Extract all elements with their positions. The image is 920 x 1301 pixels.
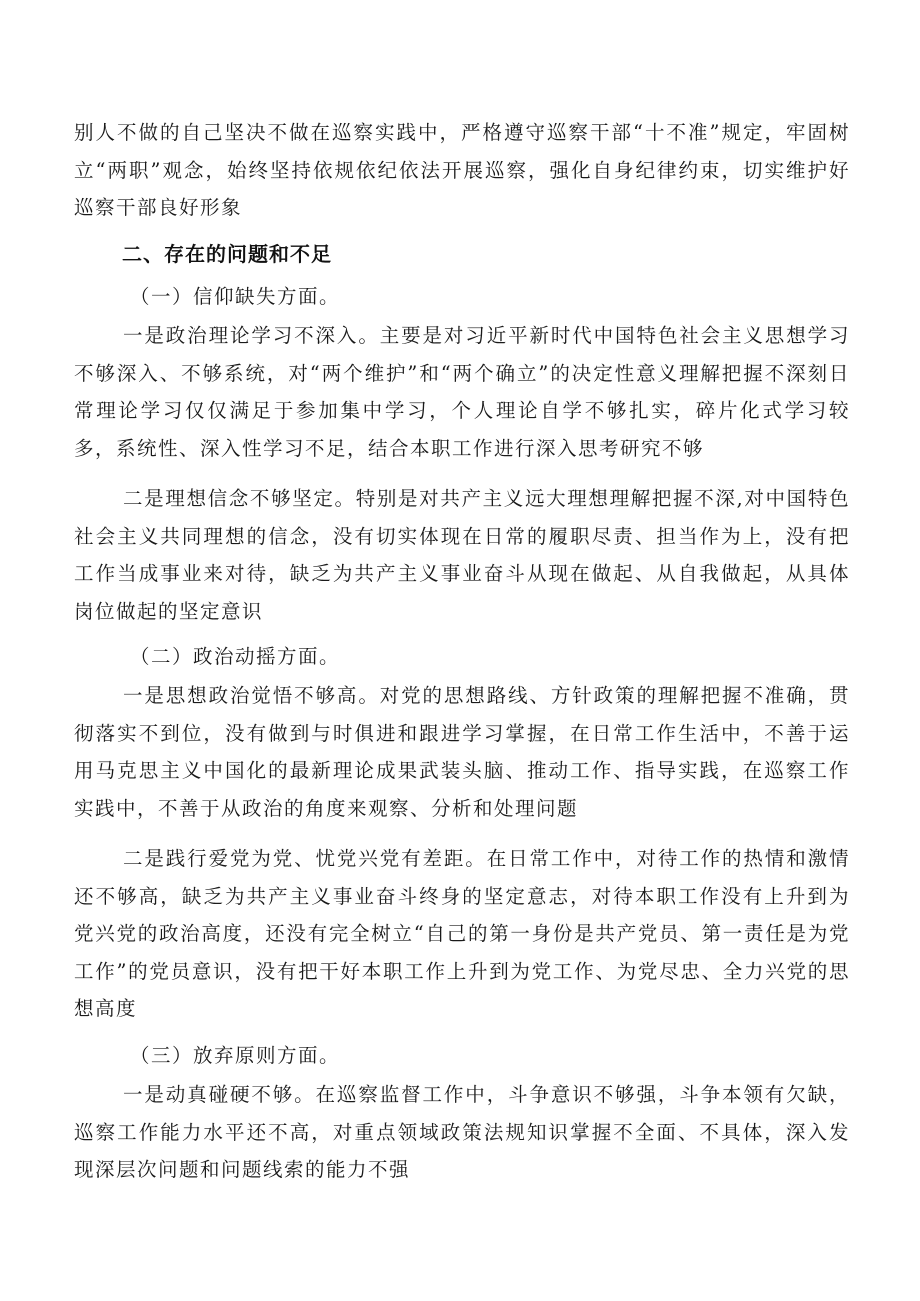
section-heading: 二、存在的问题和不足 (122, 242, 332, 266)
paragraph-2-1: 一是思想政治觉悟不够高。对党的思想路线、方针政策的理解把握不准确，贯彻落实不到位，没有做到与时俱进和跟进学习掌握，在日常工作生活中，不善于运用马克思主义中国化的最新理论成果武装头脑、推动工作、指导实践，在巡察工作实践中，不善于从政治的角度来观察、分析和处理问题 (74, 684, 850, 820)
paragraph-1-2: 二是理想信念不够坚定。特别是对共产主义远大理想理解把握不深,对中国特色社会主义共同理想的信念，没有切实体现在日常的履职尽责、担当作为上，没有把工作当成事业来对待，缺乏为共产主义事业奋斗从现在做起、从自我做起，从具体岗位做起的坚定意识 (74, 487, 850, 623)
subsection-title-1: （一）信仰缺失方面。 (130, 285, 341, 308)
paragraph-2-2: 二是践行爱党为党、忧党兴党有差距。在日常工作中，对待工作的热情和激情还不够高，缺乏为共产主义事业奋斗终身的坚定意志，对待本职工作没有上升到为党兴党的政治高度，还没有完全树立“自己的第一身份是共产党员、第一责任是为党工作”的党员意识，没有把干好本职工作上升到为党工作、为党尽忠、全力兴党的思想高度 (74, 847, 850, 1020)
subsection-title-2: （二）政治动摇方面。 (130, 645, 341, 668)
subsection-title-3: （三）放弃原则方面。 (130, 1044, 341, 1067)
intro-paragraph: 别人不做的自己坚决不做在巡察实践中，严格遵守巡察干部“十不准”规定，牢固树立“两职”观念，始终坚持依规依纪依法开展巡察，强化自身纪律约束，切实维护好巡察干部良好形象 (74, 121, 850, 219)
paragraph-1-1: 一是政治理论学习不深入。主要是对习近平新时代中国特色社会主义思想学习不够深入、不够系统，对“两个维护”和“两个确立”的决定性意义理解把握不深刻日常理论学习仅仅满足于参加集中学习，个人理论自学不够扎实，碎片化式学习较多，系统性、深入性学习不足，结合本职工作进行深入思考研究不够 (74, 324, 850, 460)
paragraph-3-1: 一是动真碰硬不够。在巡察监督工作中，斗争意识不够强，斗争本领有欠缺，巡察工作能力水平还不高，对重点领域政策法规知识掌握不全面、不具体，深入发现深层次问题和问题线索的能力不强 (74, 1083, 850, 1181)
